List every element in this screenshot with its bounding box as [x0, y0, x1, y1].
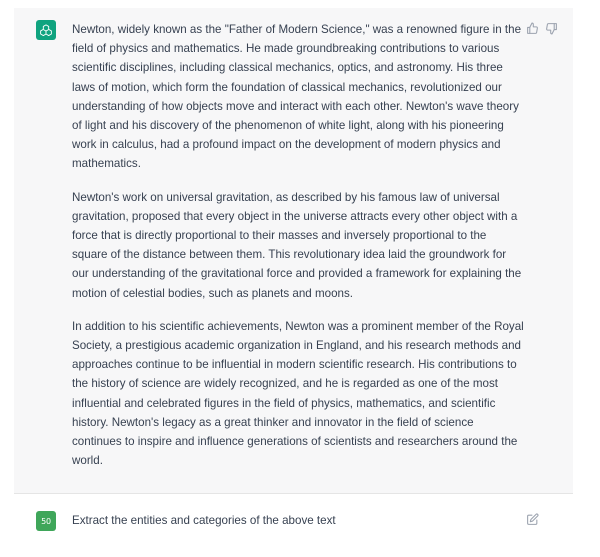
assistant-paragraph: In addition to his scientific achievements, Newton was a prominent member of the Royal Society, a prestigious academic organization in England, and his research methods and approaches continue to be influential in modern scientific research. His contributions to the history of science are widely recognized, and he is regarded as one of the most influential and celebrated figures in the field of physics, mathematics, and scientific history. Newton's legacy as a great thinker and innovator in the field of science continues to inspire and influence generations of scientists and researchers around the world.: [72, 319, 524, 468]
assistant-avatar: [36, 20, 56, 40]
assistant-paragraph: Newton, widely known as the "Father of Modern Science," was a renowned figure in the field of physics and mathematics. He made groundbreaking contributions to various scientific disciplines, including classical mechanics, optics, and astronomy. His three laws of motion, which form the foundation of classical mechanics, revolutionized our understanding of how objects move and interact with each other. Newton's wave theory of light and his discovery of the phenomenon of white light, along with his pioneering work in calculus, had a profound impact on the development of modern physics and mathematics.: [72, 23, 522, 171]
thumbs-down-icon[interactable]: [545, 22, 558, 35]
thumbs-up-icon[interactable]: [526, 22, 539, 35]
openai-logo-icon: [39, 23, 53, 37]
assistant-paragraph: Newton's work on universal gravitation, as described by his famous law of universal gravitation, proposed that every object in the universe attracts every other object with a force that is directly proportional to their masses and inversely proportional to the square of the distance between them. This revolutionary idea laid the groundwork for our understanding of the gravitational force and provided a framework for explaining the motion of celestial bodies, such as planets and moons.: [72, 190, 522, 300]
user-avatar: 50: [36, 511, 56, 531]
edit-icon[interactable]: [526, 513, 539, 526]
user-message-row: [0, 494, 600, 557]
assistant-message-text: [72, 20, 524, 484]
user-message-text: Extract the entities and categories of the above text: [72, 514, 336, 527]
feedback-actions: [526, 22, 558, 35]
